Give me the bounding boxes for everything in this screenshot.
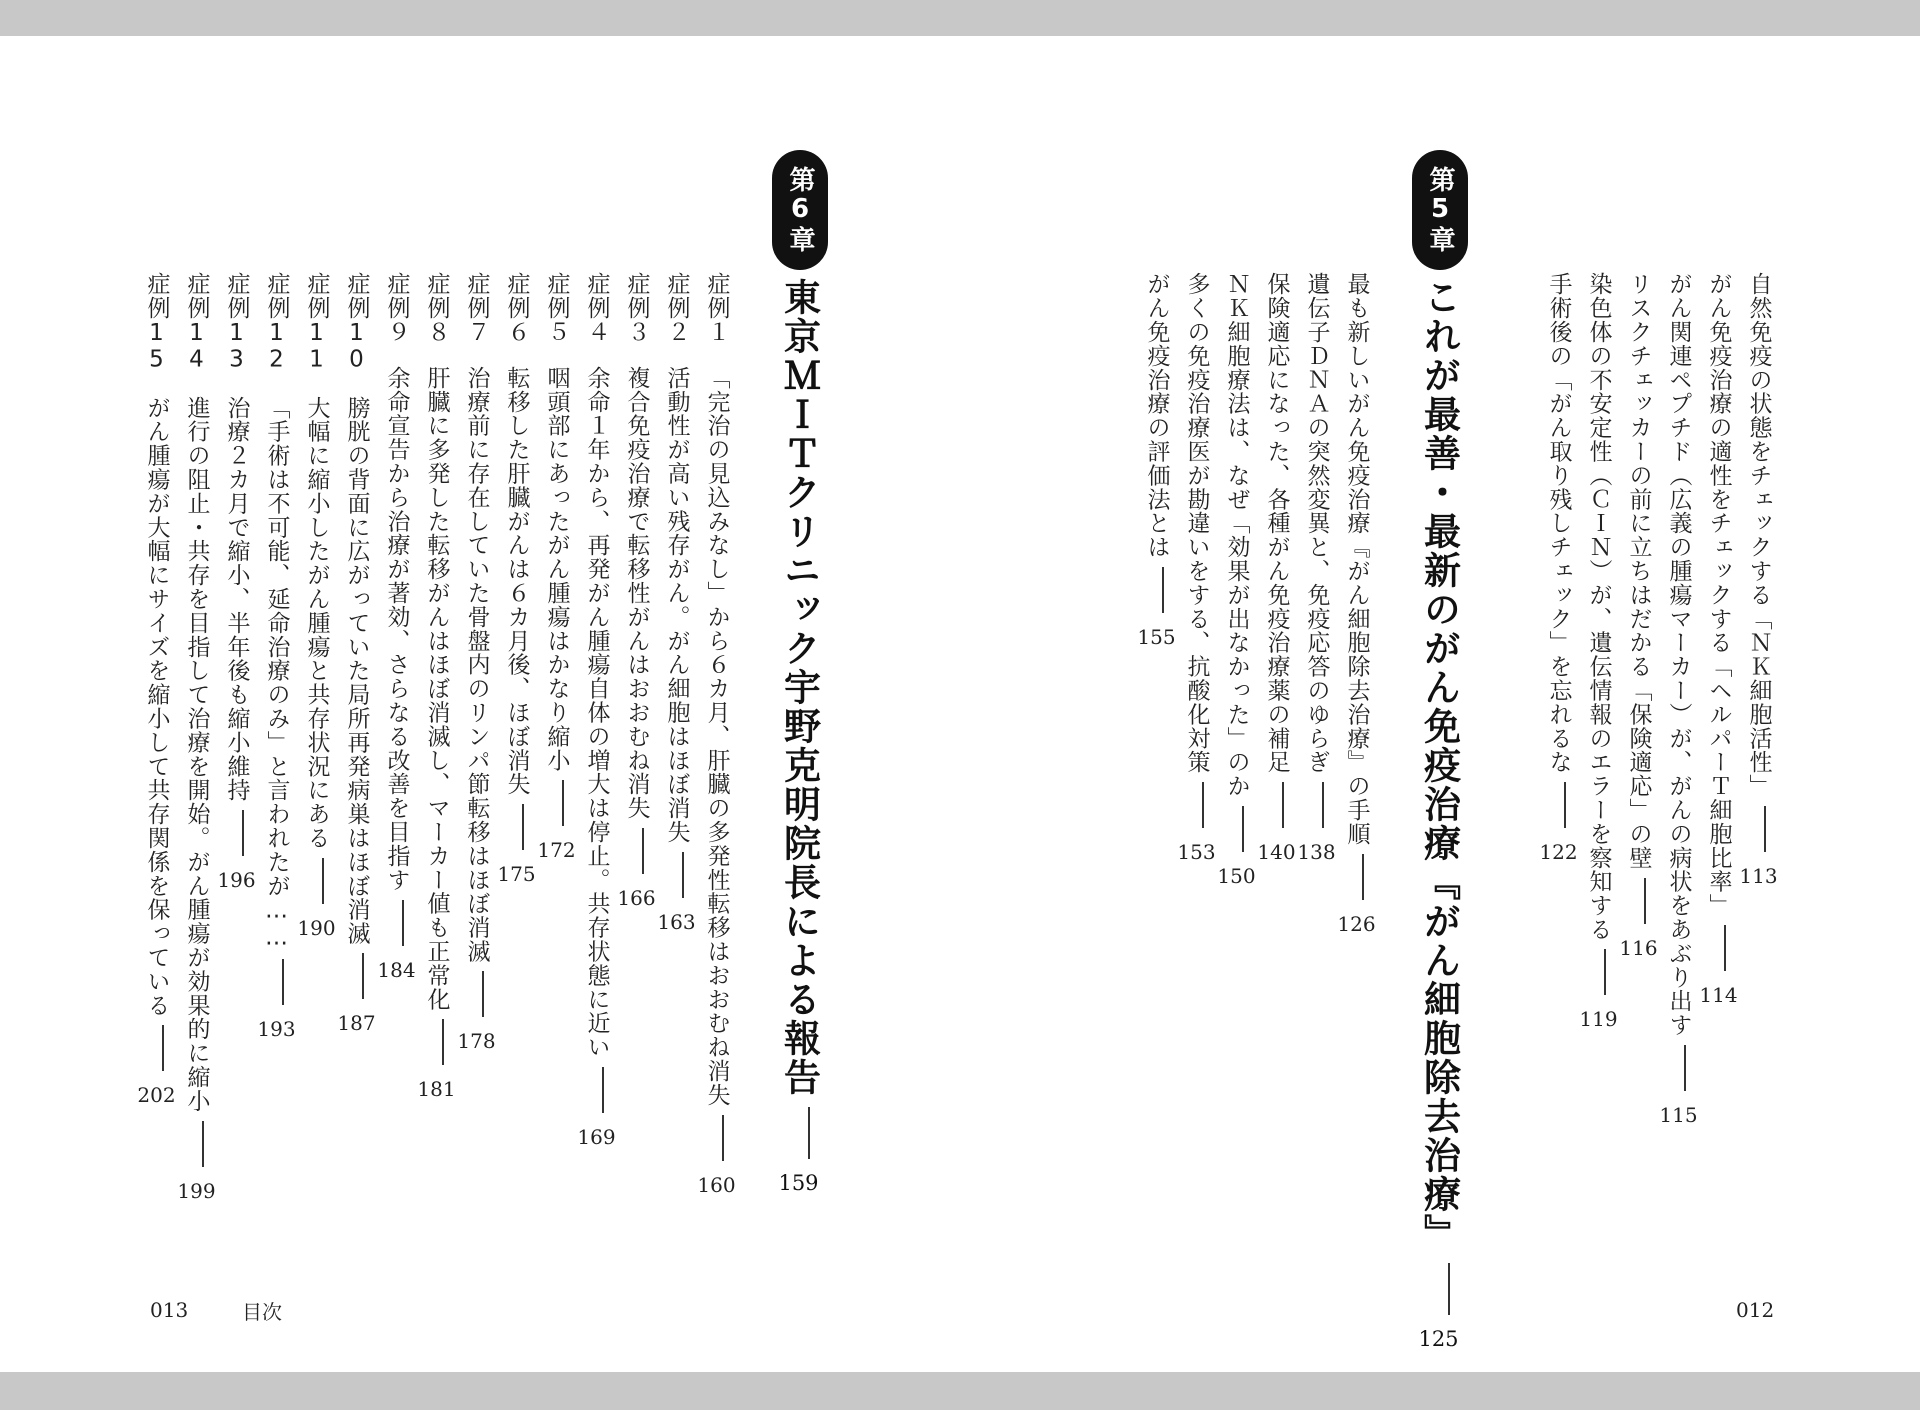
chapter-title-text: これが最善・最新のがん免疫治療『がん細胞除去治療』 (1417, 278, 1461, 1253)
chapter-5-badge: 第5章 (1412, 150, 1468, 270)
entry-text: がん免疫治療の適性をチェックする「ヘルパーＴ細胞比率」 (1705, 272, 1732, 918)
leader-line (562, 780, 564, 826)
case-label: 症例12 (263, 272, 290, 374)
page-number: 193 (257, 1017, 296, 1042)
leader-line (442, 1019, 444, 1065)
toc-entry[interactable] (1137, 272, 1180, 649)
page-number: 175 (497, 861, 536, 886)
leader-line (722, 1115, 724, 1161)
toc-entry[interactable] (1217, 272, 1260, 888)
case-label: 症例２ (663, 272, 690, 344)
page-number: 114 (1699, 983, 1738, 1008)
toc-entry[interactable] (1619, 272, 1662, 960)
page-number: 113 (1739, 863, 1778, 888)
case-label: 症例15 (143, 272, 170, 374)
leader-line (682, 852, 684, 898)
toc-entry[interactable] (1579, 272, 1622, 1032)
page-number: 202 (137, 1083, 176, 1108)
toc-entry[interactable] (1539, 272, 1582, 864)
case-entry[interactable] (497, 272, 540, 886)
page-number: 163 (657, 909, 696, 934)
leader-line (1644, 878, 1646, 924)
entry-text: リスクチェッカーの前に立ちはだかる「保険適応」の壁 (1625, 272, 1652, 870)
leader-line (602, 1067, 604, 1113)
toc-entry[interactable] (1257, 272, 1300, 864)
case-entry[interactable] (337, 272, 380, 1036)
case-entry[interactable] (177, 272, 220, 1203)
running-head: 目次 (242, 1300, 282, 1324)
page-number: 196 (217, 867, 256, 892)
leader-line (1764, 806, 1766, 852)
leader-line (1282, 782, 1284, 828)
leader-line (522, 804, 524, 850)
leader-line (402, 900, 404, 946)
page-number: 160 (697, 1172, 736, 1197)
toc-entry[interactable] (1177, 272, 1220, 864)
entry-text: 転移した肝臓がんは６カ月後、ほぼ消失 (503, 365, 530, 796)
page-number: 116 (1619, 935, 1658, 960)
page-number: 172 (537, 838, 576, 863)
case-label: 症例13 (223, 272, 250, 374)
entry-text: 遺伝子ＤＮＡの突然変異と、免疫応答のゆらぎ (1303, 272, 1330, 774)
page-number: 184 (377, 957, 416, 982)
case-label: 症例８ (423, 272, 450, 344)
entry-text: 手術後の「がん取り残しチェック」を忘れるな (1545, 272, 1572, 774)
chapter-6-title[interactable] (772, 278, 828, 1195)
page-number: 159 (778, 1171, 819, 1195)
entry-text: 膀胱の背面に広がっていた局所再発病巣はほぼ消滅 (343, 395, 370, 946)
case-entry[interactable] (417, 272, 460, 1102)
page-number: 190 (297, 915, 336, 940)
case-entry[interactable] (577, 272, 620, 1149)
entry-text: 染色体の不安定性（ＣＩＮ）が、遺伝情報のエラーを察知する (1585, 272, 1612, 942)
case-label: 症例７ (463, 272, 490, 344)
chapter-5-title[interactable] (1412, 278, 1468, 1351)
leader-line (1604, 949, 1606, 995)
top-gray-bar (0, 0, 1920, 36)
case-label: 症例４ (583, 272, 610, 344)
page-number: 122 (1539, 839, 1578, 864)
entry-text: 複合免疫治療で転移性がんはおおむね消失 (623, 365, 650, 820)
bottom-gray-bar (0, 1372, 1920, 1410)
entry-text: 多くの免疫治療医が勘違いをする、抗酸化対策 (1183, 272, 1210, 774)
leader-line (808, 1107, 810, 1159)
chapter-title-text: 東京ＭＩＴクリニック宇野克明院長による報告 (777, 278, 821, 1097)
case-label: 症例10 (343, 272, 370, 374)
case-entry[interactable] (457, 272, 500, 1054)
leader-line (1448, 1263, 1450, 1315)
leader-line (1564, 782, 1566, 828)
leader-line (1362, 854, 1364, 900)
case-label: 症例11 (303, 272, 330, 374)
case-entry[interactable] (137, 272, 180, 1108)
case-entry[interactable] (377, 272, 420, 982)
toc-entry[interactable] (1699, 272, 1742, 1008)
page-number: 153 (1177, 839, 1216, 864)
entry-text: 「手術は不可能、延命治療のみ」と言われたが…… (263, 395, 290, 952)
entry-text: 治療２カ月で縮小、半年後も縮小維持 (223, 395, 250, 802)
page-number: 119 (1579, 1007, 1618, 1032)
page-number: 181 (417, 1077, 456, 1102)
entry-text: 大幅に縮小したがん腫瘍と共存状況にある (303, 395, 330, 850)
case-entry[interactable] (657, 272, 700, 934)
leader-line (282, 959, 284, 1005)
entry-text: 余命宣告から治療が著効、さらなる改善を目指す (383, 365, 410, 892)
page-number: 126 (1337, 911, 1376, 936)
page-number: 125 (1418, 1327, 1459, 1351)
case-label: 症例１ (703, 272, 730, 344)
entry-text: 治療前に存在していた骨盤内のリンパ節転移はほぼ消滅 (463, 365, 490, 964)
case-label: 症例３ (623, 272, 650, 344)
leader-line (642, 828, 644, 874)
entry-text: がん関連ペプチド（広義の腫瘍マーカー）が、がんの病状をあぶり出す (1665, 272, 1692, 1037)
leader-line (322, 858, 324, 904)
entry-text: 余命１年から、再発がん腫瘍自体の増大は停止。共存状態に近い (583, 365, 610, 1059)
page-number: 155 (1137, 624, 1176, 649)
page-number: 140 (1257, 839, 1296, 864)
page-folio-right: 012 (1736, 1298, 1775, 1322)
case-label: 症例５ (543, 272, 570, 344)
leader-line (242, 810, 244, 856)
entry-text: がん腫瘍が大幅にサイズを縮小して共存関係を保っている (143, 395, 170, 1018)
leader-line (1684, 1045, 1686, 1091)
leader-line (362, 953, 364, 999)
entry-text: 進行の阻止・共存を目指して治療を開始。がん腫瘍が効果的に縮小 (183, 395, 210, 1113)
leader-line (1242, 806, 1244, 852)
page-number: 138 (1297, 839, 1336, 864)
chapter-6-badge: 第6章 (772, 150, 828, 270)
page-number: 187 (337, 1011, 376, 1036)
case-entry[interactable] (257, 272, 300, 1042)
leader-line (1724, 925, 1726, 971)
page-number: 199 (177, 1178, 216, 1203)
case-entry[interactable] (537, 272, 580, 863)
leader-line (1202, 782, 1204, 828)
page-number: 178 (457, 1029, 496, 1054)
toc-entry[interactable] (1659, 272, 1702, 1127)
case-entry[interactable] (617, 272, 660, 910)
toc-entry[interactable] (1739, 272, 1782, 888)
toc-entry[interactable] (1297, 272, 1340, 864)
case-label: 症例14 (183, 272, 210, 374)
case-entry[interactable] (297, 272, 340, 940)
entry-text: 肝臓に多発した転移がんはほぼ消滅し、マーカー値も正常化 (423, 365, 450, 1012)
entry-text: 最も新しいがん免疫治療『がん細胞除去治療』の手順 (1343, 272, 1370, 846)
entry-text: 咽頭部にあったがん腫瘍はかなり縮小 (543, 365, 570, 773)
leader-line (1322, 782, 1324, 828)
page-number: 150 (1217, 863, 1256, 888)
leader-line (482, 971, 484, 1017)
page-number: 166 (617, 885, 656, 910)
page-folio-left: 013 (150, 1298, 189, 1322)
entry-text: ＮＫ細胞療法は、なぜ「効果が出なかった」のか (1223, 272, 1250, 798)
entry-text: 自然免疫の状態をチェックする「ＮＫ細胞活性」 (1745, 272, 1772, 798)
entry-text: 活動性が高い残存がん。がん細胞はほぼ消失 (663, 365, 690, 844)
leader-line (202, 1121, 204, 1167)
leader-line (1162, 567, 1164, 613)
page-number: 169 (577, 1124, 616, 1149)
case-entry[interactable] (697, 272, 740, 1197)
entry-text: 「完治の見込みなし」から６カ月、肝臓の多発性転移はおおむね消失 (703, 365, 730, 1107)
leader-line (162, 1025, 164, 1071)
toc-entry[interactable] (1337, 272, 1380, 936)
entry-text: がん免疫治療の評価法とは (1143, 272, 1170, 559)
entry-text: 保険適応になった、各種がん免疫治療薬の補足 (1263, 272, 1290, 774)
page-number: 115 (1659, 1102, 1698, 1127)
case-label: 症例６ (503, 272, 530, 344)
case-label: 症例９ (383, 272, 410, 344)
case-entry[interactable] (217, 272, 260, 892)
